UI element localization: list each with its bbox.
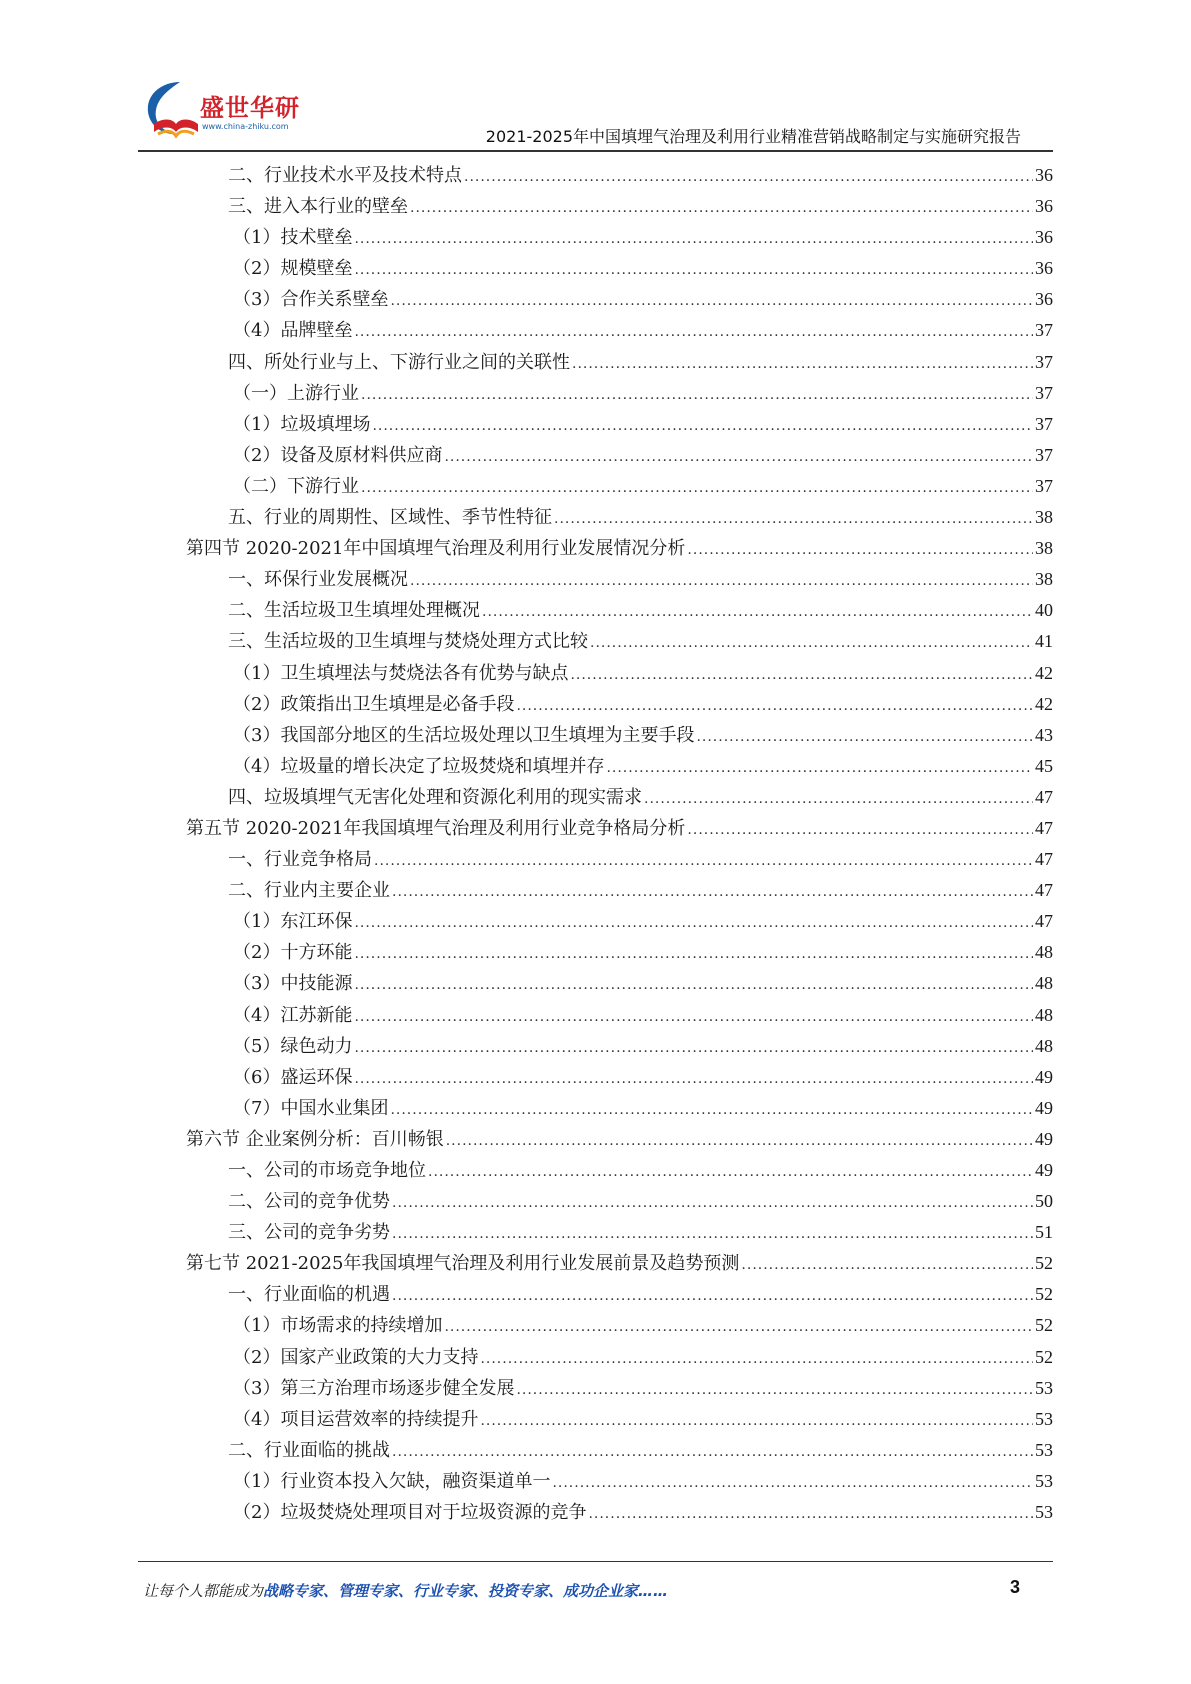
toc-entry-title: 一、公司的市场竞争地位 xyxy=(228,1160,426,1181)
toc-entry-title: （1）卫生填埋法与焚烧法各有优势与缺点 xyxy=(233,662,569,684)
toc-dot-leader xyxy=(374,847,1033,875)
toc-entry-row xyxy=(233,1405,1053,1433)
toc-entry-page: 41 xyxy=(1035,631,1053,652)
toc-entry-title: 第六节 企业案例分析：百川畅银 xyxy=(186,1128,444,1150)
toc-entry-title: 五、行业的周期性、区域性、季节性特征 xyxy=(228,507,552,529)
toc-dot-leader xyxy=(354,256,1033,284)
toc-entry-title: （3）合作关系壁垒 xyxy=(233,289,389,311)
toc-entry-title: （1）市场需求的持续增加 xyxy=(233,1315,443,1337)
toc-entry-title: 一、环保行业发展概况 xyxy=(228,569,408,591)
toc-dot-leader xyxy=(361,381,1033,409)
toc-entry[interactable] xyxy=(0,1341,1191,1372)
toc-entry-row xyxy=(228,1156,1053,1184)
toc-entry[interactable] xyxy=(0,252,1191,283)
toc-entry-row xyxy=(228,783,1053,811)
toc-entry-title: （6）盛运环保 xyxy=(233,1066,353,1088)
toc-entry-row xyxy=(233,316,1053,344)
toc-entry[interactable] xyxy=(0,1403,1191,1434)
toc-entry-row xyxy=(228,565,1053,593)
toc-entry[interactable] xyxy=(0,377,1191,408)
toc-dot-leader xyxy=(687,536,1033,564)
toc-entry-page: 36 xyxy=(1035,165,1053,185)
toc-dot-leader xyxy=(554,505,1033,533)
toc-dot-leader xyxy=(446,1127,1033,1155)
toc-dot-leader xyxy=(480,1345,1033,1373)
toc-entry-row xyxy=(233,1343,1053,1371)
toc-entry[interactable] xyxy=(0,999,1191,1030)
toc-dot-leader xyxy=(516,1376,1033,1404)
toc-entry-row xyxy=(186,1249,1053,1277)
toc-entry-row xyxy=(233,752,1053,780)
table-of-contents xyxy=(0,159,1191,1527)
footer-slogan xyxy=(143,1580,668,1601)
toc-dot-leader xyxy=(390,1096,1033,1124)
toc-entry[interactable] xyxy=(0,159,1191,190)
toc-entry[interactable] xyxy=(0,283,1191,314)
toc-dot-leader xyxy=(392,1438,1033,1466)
toc-entry-row xyxy=(233,969,1053,997)
toc-entry-title: 第四节 2020-2021年中国填埋气治理及利用行业发展情况分析 xyxy=(186,538,686,560)
toc-entry-page: 52 xyxy=(1035,1284,1053,1305)
toc-entry[interactable] xyxy=(0,905,1191,936)
toc-entry-page: 36 xyxy=(1035,227,1053,248)
toc-entry[interactable] xyxy=(0,1278,1191,1309)
toc-entry-row xyxy=(233,1311,1053,1339)
toc-entry-title: （1）垃圾填埋场 xyxy=(233,413,371,435)
toc-entry-page: 37 xyxy=(1035,351,1053,372)
toc-entry-page: 48 xyxy=(1035,1035,1053,1056)
toc-entry-page: 53 xyxy=(1035,1377,1053,1398)
toc-entry[interactable] xyxy=(0,936,1191,967)
toc-entry-title: （2）政策指出卫生填埋是必备手段 xyxy=(233,693,515,715)
toc-entry-page: 52 xyxy=(1035,1253,1053,1274)
toc-entry[interactable] xyxy=(0,314,1191,345)
toc-entry-page: 37 xyxy=(1035,382,1053,403)
toc-entry-title: （4）品牌壁垒 xyxy=(233,320,353,342)
toc-entry[interactable] xyxy=(0,1092,1191,1123)
toc-dot-leader xyxy=(741,1251,1033,1279)
toc-entry-title: （1）行业资本投入欠缺，融资渠道单一 xyxy=(233,1470,551,1492)
toc-entry-title: （4）项目运营效率的持续提升 xyxy=(233,1408,479,1430)
toc-entry[interactable] xyxy=(0,874,1191,905)
toc-dot-leader xyxy=(410,194,1033,222)
toc-dot-leader xyxy=(392,1220,1033,1248)
toc-entry-title: 二、行业面临的挑战 xyxy=(228,1439,390,1461)
company-logo xyxy=(140,78,310,144)
toc-entry[interactable] xyxy=(0,625,1191,656)
toc-entry-title: 三、公司的竞争劣势 xyxy=(228,1222,390,1244)
toc-entry-title: 二、公司的竞争优势 xyxy=(228,1191,390,1213)
toc-entry-title: （1）东江环保 xyxy=(233,911,353,933)
toc-entry-page: 42 xyxy=(1035,693,1053,714)
toc-entry-row xyxy=(186,1125,1053,1153)
toc-entry[interactable] xyxy=(0,1061,1191,1092)
toc-entry-page: 48 xyxy=(1035,973,1053,994)
toc-entry[interactable] xyxy=(0,1247,1191,1278)
toc-entry-row xyxy=(233,1032,1053,1060)
toc-entry-row xyxy=(233,285,1053,313)
toc-dot-leader xyxy=(687,816,1033,844)
toc-entry-row xyxy=(233,907,1053,935)
toc-entry[interactable] xyxy=(0,1496,1191,1527)
toc-entry-page: 53 xyxy=(1035,1408,1053,1429)
toc-entry[interactable] xyxy=(0,190,1191,221)
logo-name: 盛世华研 xyxy=(200,94,300,122)
toc-dot-leader xyxy=(444,1313,1033,1341)
toc-entry-row xyxy=(233,254,1053,282)
toc-entry-row xyxy=(233,472,1053,500)
toc-entry-row xyxy=(233,1467,1053,1495)
toc-entry-title: 四、所处行业与上、下游行业之间的关联性 xyxy=(228,351,570,373)
toc-entry[interactable] xyxy=(0,967,1191,998)
toc-entry-row xyxy=(228,161,1053,189)
toc-entry-title: （3）中技能源 xyxy=(233,973,353,995)
toc-entry-title: 一、行业竞争格局 xyxy=(228,849,372,871)
toc-entry[interactable] xyxy=(0,563,1191,594)
toc-dot-leader xyxy=(464,163,1033,191)
footer-divider xyxy=(138,1561,1053,1562)
toc-entry[interactable] xyxy=(0,221,1191,252)
toc-entry-row xyxy=(228,192,1053,220)
toc-entry-title: （2）设备及原材料供应商 xyxy=(233,444,443,466)
toc-entry[interactable] xyxy=(0,1465,1191,1496)
toc-entry-row xyxy=(228,503,1053,531)
toc-entry-page: 43 xyxy=(1035,724,1053,745)
toc-entry-row xyxy=(233,659,1053,687)
toc-entry[interactable] xyxy=(0,1185,1191,1216)
toc-dot-leader xyxy=(570,661,1033,689)
toc-entry-row xyxy=(228,845,1053,873)
toc-entry-row xyxy=(233,379,1053,407)
toc-entry-title: 一、行业面临的机遇 xyxy=(228,1284,390,1306)
toc-entry-row xyxy=(228,876,1053,904)
toc-dot-leader xyxy=(444,443,1033,471)
footer-slogan-prefix: 让每个人都能成为 xyxy=(143,1582,264,1600)
report-title: 2021-2025年中国填埋气治理及利用行业精准营销战略制定与实施研究报告 xyxy=(485,127,1021,146)
toc-entry-row xyxy=(186,814,1053,842)
toc-entry-page: 38 xyxy=(1035,507,1053,528)
toc-entry[interactable] xyxy=(0,501,1191,532)
toc-entry-page: 37 xyxy=(1035,413,1053,434)
toc-entry-page: 51 xyxy=(1035,1222,1053,1243)
toc-entry-title: （3）第三方治理市场逐步健全发展 xyxy=(233,1377,515,1399)
logo-url: www.china-zhiku.com xyxy=(202,122,289,131)
toc-entry-title: 四、垃圾填埋气无害化处理和资源化利用的现实需求 xyxy=(228,786,642,808)
toc-entry-title: （2）垃圾焚烧处理项目对于垃圾资源的竞争 xyxy=(233,1502,587,1524)
toc-entry-row xyxy=(228,1218,1053,1246)
toc-dot-leader xyxy=(482,598,1033,626)
toc-entry-row xyxy=(233,690,1053,718)
toc-dot-leader xyxy=(354,971,1033,999)
toc-entry-page: 37 xyxy=(1035,444,1053,465)
toc-entry-title: （1）技术壁垒 xyxy=(233,227,353,249)
toc-entry-page: 48 xyxy=(1035,942,1053,963)
toc-entry-page: 45 xyxy=(1035,755,1053,776)
toc-entry-page: 38 xyxy=(1035,538,1053,559)
toc-entry[interactable] xyxy=(0,688,1191,719)
toc-entry-row xyxy=(228,348,1053,376)
toc-dot-leader xyxy=(354,940,1033,968)
toc-entry-title: 三、进入本行业的壁垒 xyxy=(228,196,408,218)
toc-entry-page: 53 xyxy=(1035,1439,1053,1460)
toc-entry[interactable] xyxy=(0,470,1191,501)
toc-dot-leader xyxy=(392,878,1033,906)
toc-entry-row xyxy=(233,1374,1053,1402)
toc-entry-page: 48 xyxy=(1035,1004,1053,1025)
toc-entry-row xyxy=(233,938,1053,966)
toc-entry-page: 52 xyxy=(1035,1315,1053,1336)
toc-dot-leader xyxy=(428,1158,1033,1186)
toc-entry[interactable] xyxy=(0,812,1191,843)
toc-entry-page: 47 xyxy=(1035,849,1053,870)
toc-dot-leader xyxy=(354,225,1033,253)
toc-entry-title: 二、行业内主要企业 xyxy=(228,880,390,902)
toc-entry[interactable] xyxy=(0,843,1191,874)
toc-dot-leader xyxy=(354,1003,1033,1031)
toc-entry-page: 47 xyxy=(1035,817,1053,838)
toc-dot-leader xyxy=(516,692,1033,720)
toc-dot-leader xyxy=(552,1469,1033,1497)
toc-dot-leader xyxy=(354,909,1033,937)
toc-entry[interactable] xyxy=(0,346,1191,377)
toc-entry-page: 42 xyxy=(1035,662,1053,683)
toc-entry-row xyxy=(233,721,1053,749)
toc-dot-leader xyxy=(354,1065,1033,1093)
toc-dot-leader xyxy=(696,723,1033,751)
toc-dot-leader xyxy=(354,318,1033,346)
toc-entry-page: 49 xyxy=(1035,1128,1053,1149)
toc-entry-page: 47 xyxy=(1035,911,1053,932)
toc-entry[interactable] xyxy=(0,532,1191,563)
toc-entry-row xyxy=(186,534,1053,562)
toc-entry-title: （2）规模壁垒 xyxy=(233,258,353,280)
toc-dot-leader xyxy=(588,1500,1033,1528)
toc-entry-page: 52 xyxy=(1035,1346,1053,1367)
toc-entry-row xyxy=(233,1001,1053,1029)
toc-dot-leader xyxy=(372,412,1033,440)
toc-entry-page: 36 xyxy=(1035,196,1053,217)
page-header xyxy=(0,0,1191,160)
toc-dot-leader xyxy=(354,1034,1033,1062)
toc-entry-page: 36 xyxy=(1035,289,1053,310)
toc-entry-title: 二、生活垃圾卫生填埋处理概况 xyxy=(228,600,480,622)
toc-dot-leader xyxy=(606,754,1033,782)
toc-entry[interactable] xyxy=(0,1434,1191,1465)
toc-entry[interactable] xyxy=(0,657,1191,688)
toc-entry-title: （一）上游行业 xyxy=(233,382,359,404)
toc-entry-page: 49 xyxy=(1035,1097,1053,1118)
toc-dot-leader xyxy=(390,287,1033,315)
toc-entry-title: （2）国家产业政策的大力支持 xyxy=(233,1346,479,1368)
toc-entry[interactable] xyxy=(0,1030,1191,1061)
toc-entry[interactable] xyxy=(0,408,1191,439)
toc-entry-title: （5）绿色动力 xyxy=(233,1035,353,1057)
toc-entry-page: 37 xyxy=(1035,475,1053,496)
header-divider xyxy=(138,150,1053,152)
toc-entry-page: 38 xyxy=(1035,569,1053,590)
toc-entry-page: 50 xyxy=(1035,1191,1053,1212)
toc-entry[interactable] xyxy=(0,719,1191,750)
toc-entry-title: （4）垃圾量的增长决定了垃圾焚烧和填埋并存 xyxy=(233,755,605,777)
toc-entry-title: 二、行业技术水平及技术特点 xyxy=(228,165,462,186)
toc-dot-leader xyxy=(644,785,1033,813)
toc-entry-page: 47 xyxy=(1035,880,1053,901)
page-number: 3 xyxy=(1010,1577,1021,1597)
toc-entry-page: 53 xyxy=(1035,1470,1053,1491)
toc-entry-row xyxy=(228,1187,1053,1215)
footer-slogan-highlight: 战略专家、管理专家、行业专家、投资专家、成功企业家…… xyxy=(263,1582,669,1600)
toc-entry-page: 49 xyxy=(1035,1066,1053,1087)
toc-dot-leader xyxy=(392,1282,1033,1310)
toc-entry[interactable] xyxy=(0,594,1191,625)
toc-entry-row xyxy=(228,1280,1053,1308)
toc-entry-page: 47 xyxy=(1035,786,1053,807)
toc-entry-row xyxy=(233,1063,1053,1091)
toc-entry[interactable] xyxy=(0,1372,1191,1403)
toc-entry-row xyxy=(233,410,1053,438)
toc-entry[interactable] xyxy=(0,1216,1191,1247)
toc-entry-page: 49 xyxy=(1035,1160,1053,1180)
toc-entry-row xyxy=(233,1498,1053,1526)
toc-entry[interactable] xyxy=(0,781,1191,812)
toc-entry[interactable] xyxy=(0,1123,1191,1154)
toc-entry-row xyxy=(233,223,1053,251)
toc-entry-title: 第五节 2020-2021年我国填埋气治理及利用行业竞争格局分析 xyxy=(186,817,686,839)
toc-entry-page: 37 xyxy=(1035,320,1053,341)
toc-entry-page: 40 xyxy=(1035,600,1053,621)
toc-entry-title: 第七节 2021-2025年我国填埋气治理及利用行业发展前景及趋势预测 xyxy=(186,1253,740,1275)
toc-dot-leader xyxy=(392,1189,1033,1217)
toc-entry-row xyxy=(233,441,1053,469)
toc-entry-title: 三、生活垃圾的卫生填埋与焚烧处理方式比较 xyxy=(228,631,588,653)
toc-dot-leader xyxy=(361,474,1033,502)
toc-dot-leader xyxy=(590,629,1033,657)
toc-entry[interactable] xyxy=(0,750,1191,781)
toc-entry-title: （2）十方环能 xyxy=(233,942,353,964)
toc-entry[interactable] xyxy=(0,1154,1191,1185)
toc-entry[interactable] xyxy=(0,1309,1191,1340)
toc-entry[interactable] xyxy=(0,439,1191,470)
toc-entry-page: 36 xyxy=(1035,258,1053,279)
toc-entry-row xyxy=(233,1094,1053,1122)
toc-dot-leader xyxy=(572,350,1033,378)
toc-entry-title: （3）我国部分地区的生活垃圾处理以卫生填埋为主要手段 xyxy=(233,724,695,746)
toc-entry-row xyxy=(228,627,1053,655)
toc-entry-title: （4）江苏新能 xyxy=(233,1004,353,1026)
toc-entry-title: （二）下游行业 xyxy=(233,475,359,497)
toc-entry-page: 53 xyxy=(1035,1502,1053,1523)
toc-dot-leader xyxy=(480,1407,1033,1435)
toc-dot-leader xyxy=(410,567,1033,595)
toc-entry-row xyxy=(228,596,1053,624)
toc-entry-row xyxy=(228,1436,1053,1464)
toc-entry-title: （7）中国水业集团 xyxy=(233,1097,389,1119)
